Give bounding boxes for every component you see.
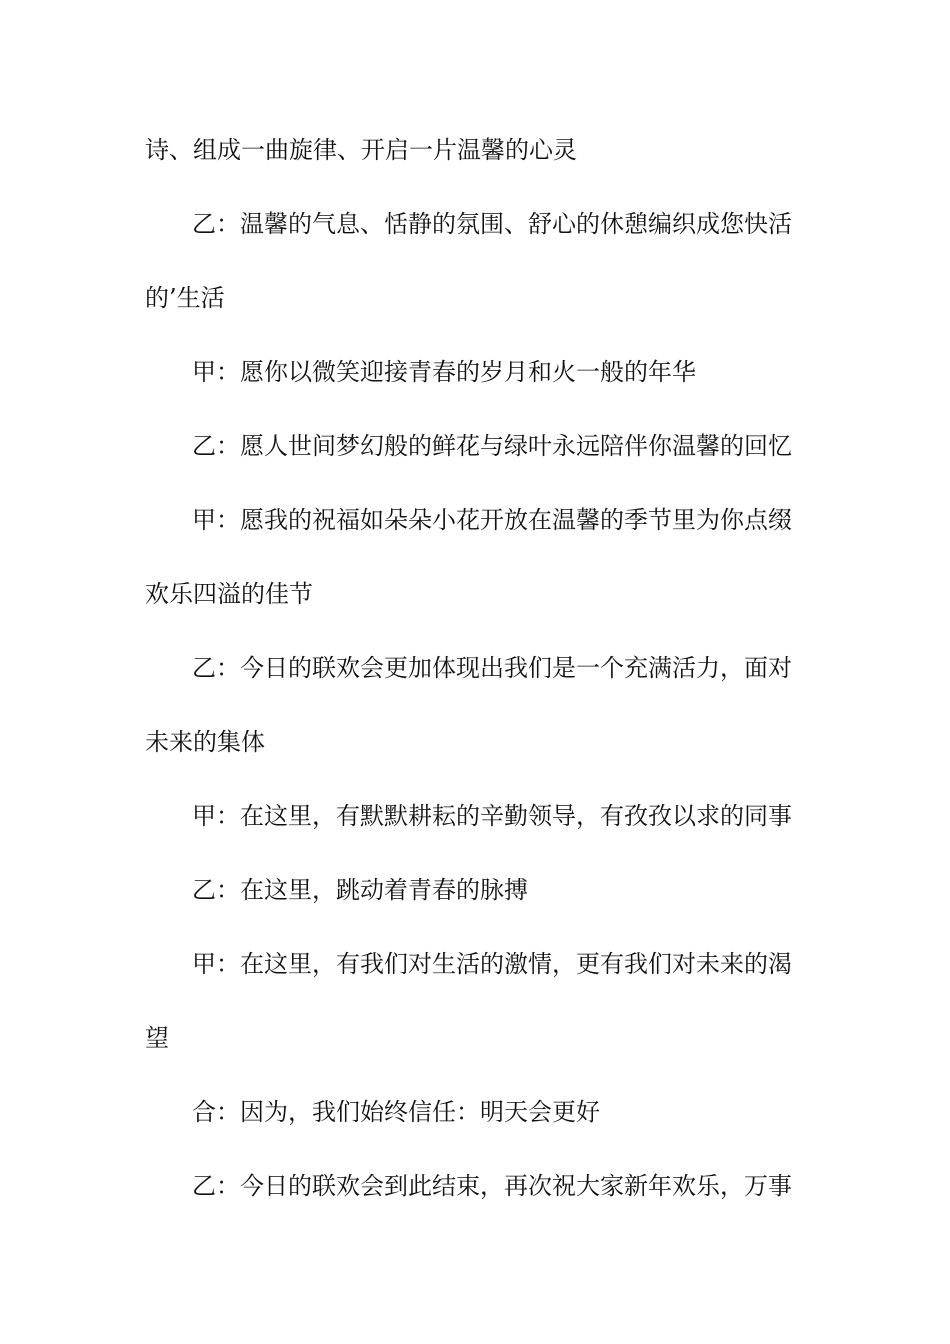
- document-body: [145, 132, 810, 1242]
- text-line: 合：因为，我们始终信任：明天会更好: [192, 1098, 600, 1126]
- text-line: 乙：愿人世间梦幻般的鲜花与绿叶永远陪伴你温馨的回忆: [192, 432, 792, 460]
- text-line: 乙：今日的联欢会到此结束，再次祝大家新年欢乐，万事: [192, 1172, 792, 1200]
- text-line: 未来的集体: [145, 728, 265, 756]
- text-line: 乙：在这里，跳动着青春的脉搏: [192, 876, 528, 904]
- text-line: 诗、组成一曲旋律、开启一片温馨的心灵: [145, 136, 577, 164]
- text-line: 甲：愿我的祝福如朵朵小花开放在温馨的季节里为你点缀: [192, 506, 792, 534]
- text-line: 乙：今日的联欢会更加体现出我们是一个充满活力，面对: [192, 654, 792, 682]
- text-line: 甲：愿你以微笑迎接青春的岁月和火一般的年华: [192, 358, 696, 386]
- text-line: 甲：在这里，有默默耕耘的辛勤领导，有孜孜以求的同事: [192, 802, 792, 830]
- text-line: 望: [145, 1024, 169, 1052]
- text-line: 欢乐四溢的佳节: [145, 580, 313, 608]
- text-line: 乙：温馨的气息、恬静的氛围、舒心的休憩编织成您快活: [192, 210, 792, 238]
- text-line: 甲：在这里，有我们对生活的激情，更有我们对未来的渴: [192, 950, 792, 978]
- text-line: 的’生活: [145, 284, 225, 312]
